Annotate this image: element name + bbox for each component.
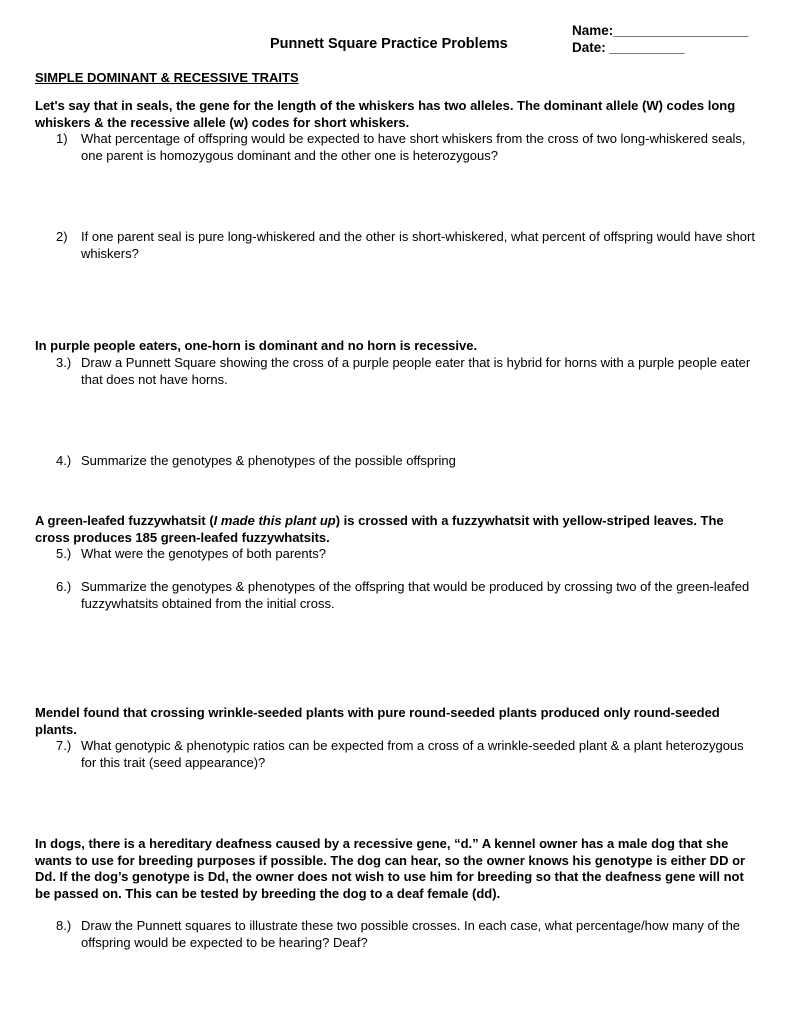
question-3: [56, 355, 756, 388]
fuzzy-intro-part-a: A green-leafed fuzzywhatsit (: [35, 513, 214, 528]
question-number: 8.): [56, 918, 72, 933]
question-number: 5.): [56, 546, 72, 561]
question-2: [56, 229, 756, 262]
question-text: What were the genotypes of both parents?: [81, 546, 326, 561]
question-4: [56, 453, 756, 470]
question-1: [56, 131, 756, 164]
fuzzy-intro-italic: I made this plant up: [213, 513, 336, 528]
question-number: 3.): [56, 355, 72, 370]
question-text: Summarize the genotypes & phenotypes of the offspring that would be produced by crossing two of the green-leafed fuzzywhatsits obtained from the initial cross.: [81, 579, 750, 611]
question-7: [56, 738, 756, 771]
question-text: Summarize the genotypes & phenotypes of the possible offspring: [81, 453, 456, 468]
ppe-intro: In purple people eaters, one-horn is dominant and no horn is recessive.: [35, 338, 478, 353]
dogs-intro: In dogs, there is a hereditary deafness caused by a recessive gene, “d.” A kennel owner has a male dog that she wants to use for breeding purposes if possible. The dog can hear, so the owner knows his genotype is either DD or Dd. If the dog’s genotype is Dd, the owner does not wish to use him for breeding so that the deafness gene will not be passed on. This can be tested by breeding the dog to a deaf female (dd).: [35, 836, 746, 901]
section-heading: SIMPLE DOMINANT & RECESSIVE TRAITS: [35, 70, 299, 85]
page-title: Punnett Square Practice Problems: [270, 36, 508, 52]
question-number: 2): [56, 229, 68, 244]
question-text: Draw a Punnett Square showing the cross of a purple people eater that is hybrid for horns with a purple people eater that does not have horns.: [81, 355, 751, 387]
question-number: 7.): [56, 738, 72, 753]
question-8: [56, 918, 756, 951]
date-field-label: Date: __________: [572, 40, 685, 55]
question-text: Draw the Punnett squares to illustrate these two possible crosses. In each case, what percentage/how many of the offspring would be expected to be hearing? Deaf?: [81, 918, 741, 950]
fuzzy-intro-part-b: ) is crossed with a fuzzywhatsit with yellow-striped leaves. The cross produces 185 green-leafed fuzzywhatsits.: [35, 513, 724, 545]
question-6: [56, 579, 756, 612]
question-number: 6.): [56, 579, 72, 594]
name-field-label: Name:__________________: [572, 23, 749, 38]
seals-intro: Let's say that in seals, the gene for the length of the whiskers has two alleles. The dominant allele (W) codes long whiskers & the recessive allele (w) codes for short whiskers.: [35, 98, 736, 130]
name-date-block: [572, 22, 748, 56]
mendel-intro: Mendel found that crossing wrinkle-seeded plants with pure round-seeded plants produced only round-seeded plants.: [35, 705, 720, 737]
question-number: 1): [56, 131, 68, 146]
question-text: If one parent seal is pure long-whiskered and the other is short-whiskered, what percent of offspring would have short whiskers?: [81, 229, 755, 261]
fuzzy-intro: [35, 513, 760, 546]
question-5: [56, 546, 756, 563]
question-text: What genotypic & phenotypic ratios can be expected from a cross of a wrinkle-seeded plant & a plant heterozygous for this trait (seed appearance)?: [81, 738, 744, 770]
question-text: What percentage of offspring would be expected to have short whiskers from the cross of two long-whiskered seals, one parent is homozygous dominant and the other one is heterozygous?: [81, 131, 746, 163]
question-number: 4.): [56, 453, 72, 468]
